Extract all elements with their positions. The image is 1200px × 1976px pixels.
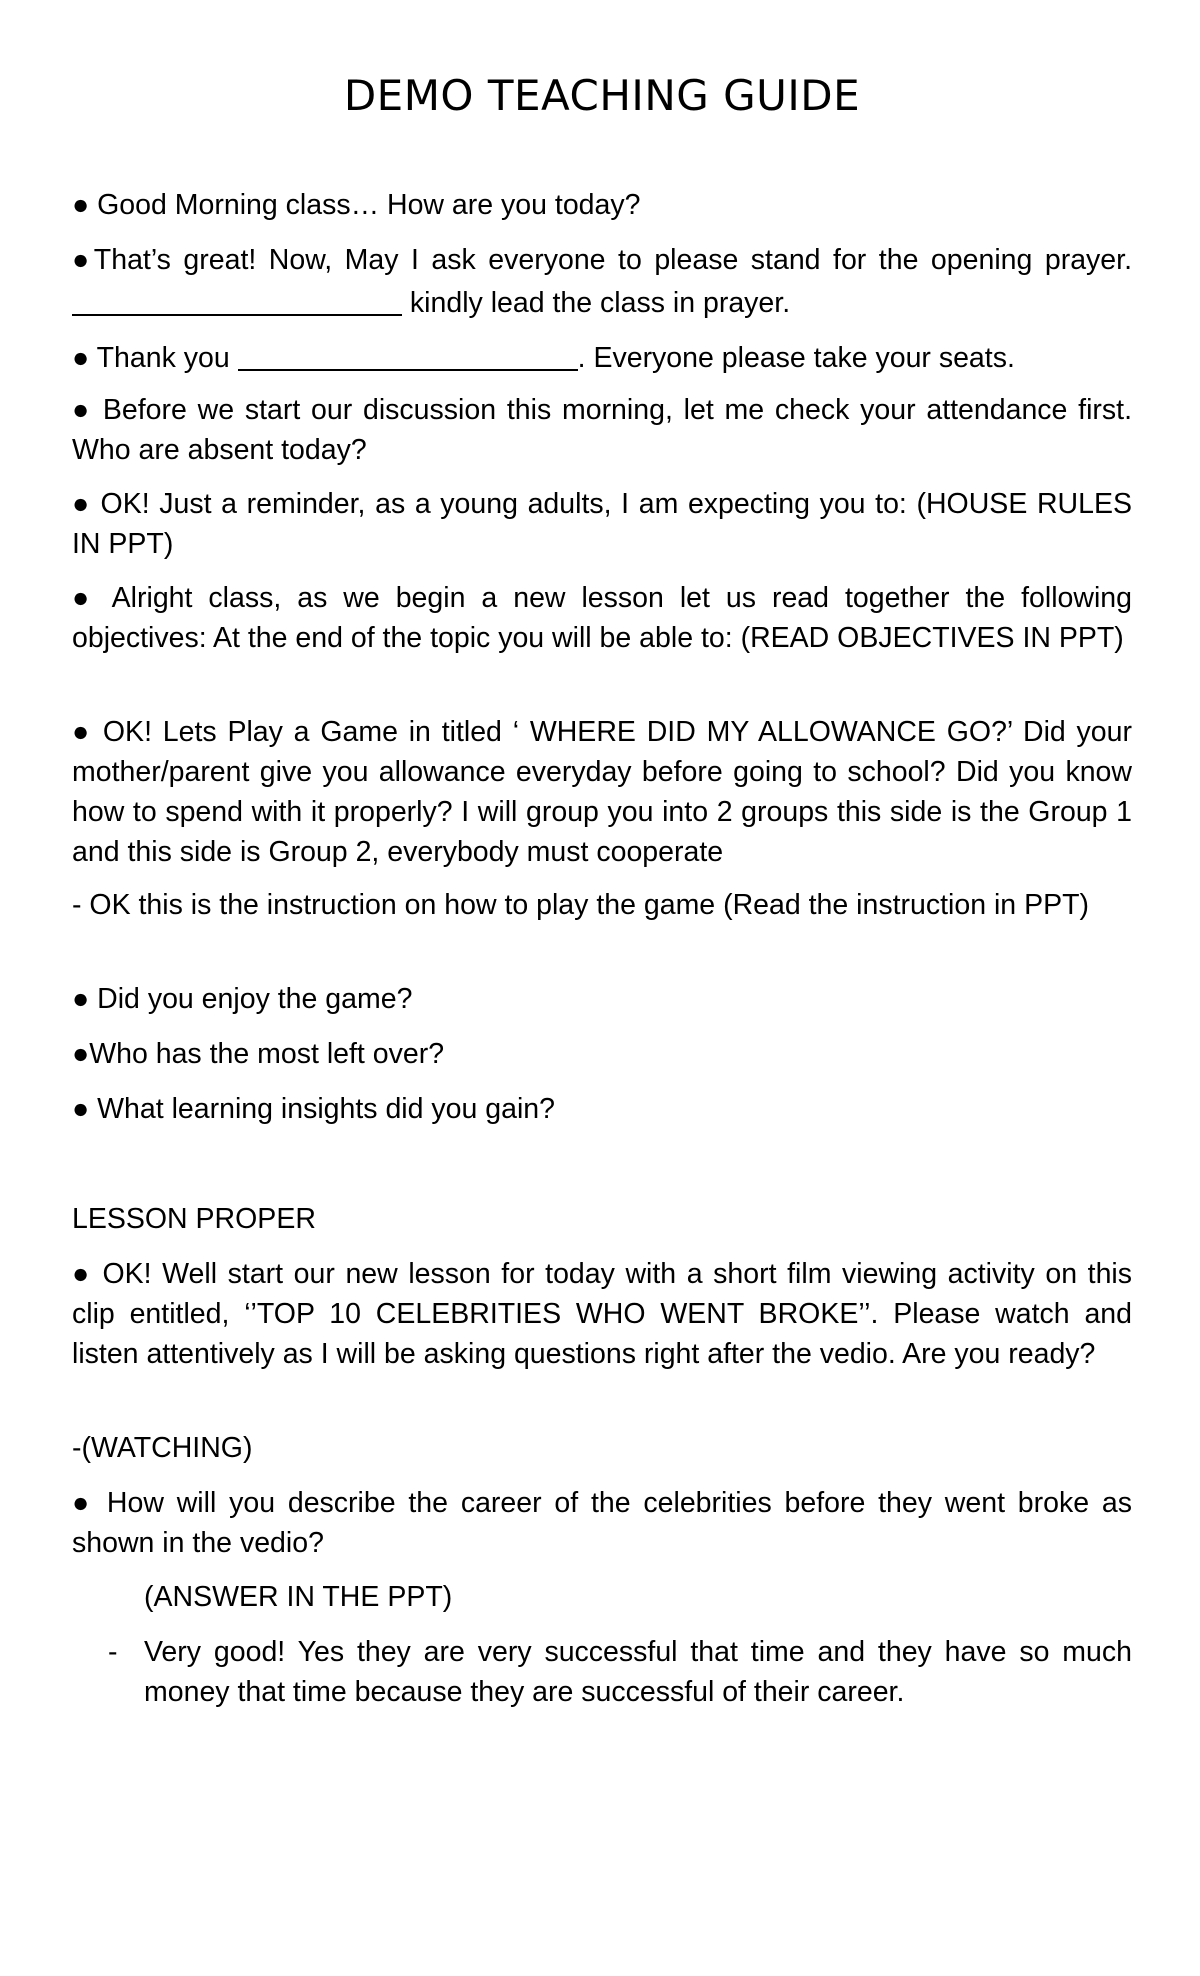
paragraph-attendance: ● Before we start our discussion this morning, let me check your attendance first. Who are absent today? — [72, 394, 1132, 466]
very-good-text: Very good! Yes they are very successful that time and they have so much money that time because they are successful of their career. — [144, 1636, 1132, 1708]
prayer-text-end: kindly lead the class in prayer. — [409, 287, 791, 319]
answer-note-text: (ANSWER IN THE PPT) — [144, 1581, 453, 1613]
name-blank-line — [238, 339, 578, 371]
paragraph-house-rules: ● OK! Just a reminder, as a young adults, I am expecting you to: (HOUSE RULES IN PPT) — [72, 488, 1132, 560]
paragraph-opening-prayer — [72, 240, 1132, 323]
paragraph-greeting: ● Good Morning class… How are you today? — [72, 189, 641, 221]
name-blank-line — [72, 284, 402, 316]
thank-you-text-end: . Everyone please take your seats. — [577, 342, 1015, 374]
paragraph-objectives: ● Alright class, as we begin a new lesson let us read together the following objectives: At the end of the topic you will be able to: (READ OBJECTIVES IN PPT) — [72, 582, 1132, 654]
prayer-text-start: ●That’s great! Now, May I ask everyone to please stand for the opening prayer. — [72, 244, 1132, 276]
paragraph-watching: -(WATCHING) — [72, 1432, 253, 1464]
list-dash: - — [108, 1636, 118, 1668]
paragraph-film-viewing: ● OK! Well start our new lesson for today with a short film viewing activity on this clip entitled, ‘’TOP 10 CELEBRITIES WHO WENT BROKE’’. Please watch and listen attentively as I will be asking questions right after the vedio. Are you ready? — [72, 1258, 1132, 1370]
paragraph-game-intro: ● OK! Lets Play a Game in titled ‘ WHERE DID MY ALLOWANCE GO?’ Did your mother/parent give you allowance everyday before going to school? Did you know how to spend with it properly? I will group you into 2 groups this side is the Group 1 and this side is Group 2, everybody must cooperate — [72, 716, 1132, 868]
paragraph-insights: ● What learning insights did you gain? — [72, 1093, 555, 1125]
paragraph-game-instruction: - OK this is the instruction on how to play the game (Read the instruction in PPT) — [72, 889, 1089, 921]
document-title: DEMO TEACHING GUIDE — [343, 71, 861, 120]
paragraph-thank-you — [72, 335, 1132, 378]
section-heading: LESSON PROPER — [72, 1203, 316, 1235]
paragraph-left-over: ●Who has the most left over? — [72, 1038, 445, 1070]
thank-you-text-start: ● Thank you — [72, 342, 230, 374]
paragraph-enjoy-game: ● Did you enjoy the game? — [72, 983, 413, 1015]
paragraph-describe-career: ● How will you describe the career of the celebrities before they went broke as shown in the vedio? — [72, 1487, 1132, 1559]
